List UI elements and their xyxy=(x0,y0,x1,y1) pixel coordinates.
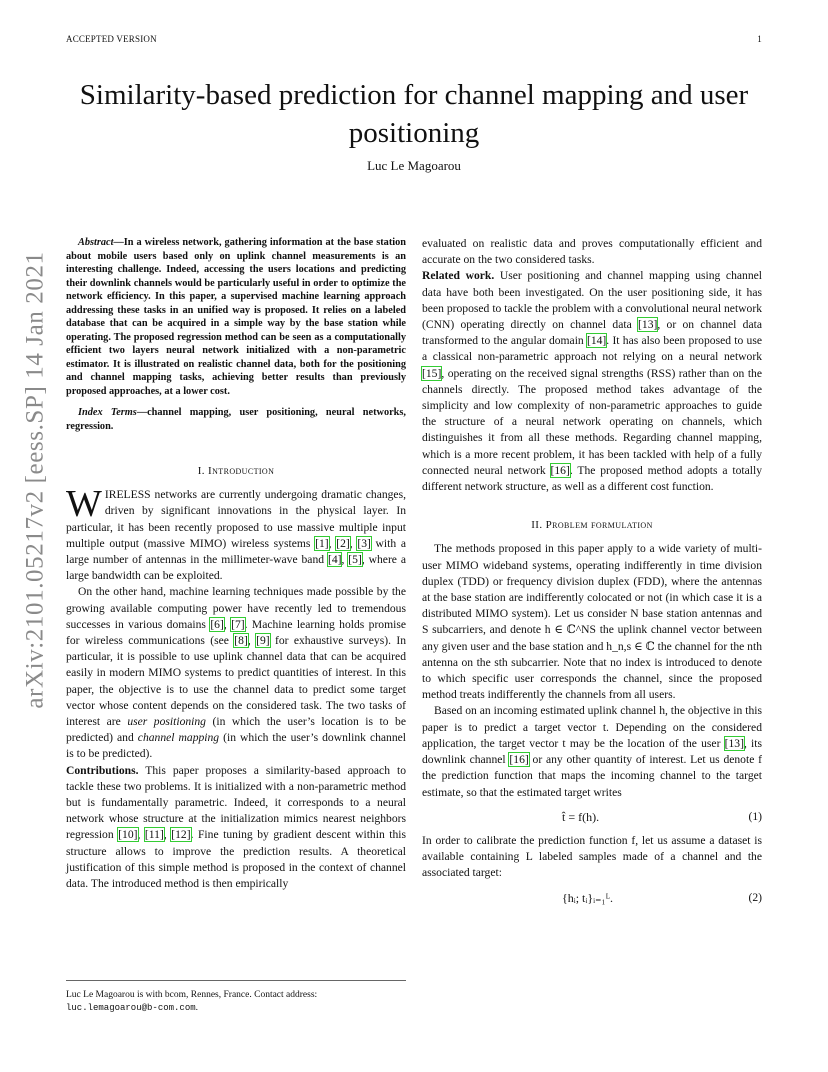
citation-link[interactable]: [10] xyxy=(118,828,138,842)
equation-1-number: (1) xyxy=(748,809,762,823)
index-terms-text: —channel mapping, user positioning, neural networks, regression. xyxy=(66,407,406,432)
problem-paragraph-1: The methods proposed in this paper apply to a wide variety of multi-user MIMO wideband systems, operating indifferently in time division duplex (TDD) or frequency division duplex (FDD), where the antennas at the base station are indifferently colocated or not (in which case it is a distributed MIMO system). Let us consider N base station antennas and S subcarriers, and denote h ∈ ℂ^NS the uplink channel vector between any given user and the base station and h_n,s ∈ ℂ the channel for the nth antenna on the sth subcarrier. Note that no index is introduced to denote to which specific user corresponds the channel, since the proposed method treats indifferently the channels from all users. xyxy=(422,542,762,702)
contributions-paragraph: Contributions. This paper proposes a similarity-based approach to tackle these two problems. It is initialized with a non-parametric method but is fundamentally parametric. Indeed, it corresponds to a neural network whose structure at the initialization mimics nearest neighbors regression [10], [11], [12]. Fine tuning by gradient descent within this structure allows to improve the prediction results. A theoretical justification of this simple method is proposed in the context of channel data. The introduced method is then empirically xyxy=(66,763,407,891)
citation-link[interactable]: [11] xyxy=(144,828,164,842)
related-work-paragraph: Related work. User positioning and channel mapping using channel data have both been investigated. On the user positioning side, it has been proposed to tackle the problem with a convolutional neural network (CNN) operating directly on channel data [13], or on channel data transformed to the angular domain [14]. It has also been proposed to use a classical non-parametric approach not relying on a neural network [15], operating on the received signal strengths (RSS) rather than on the channels directly. The proposed method takes advantage of the simplicity and low complexity of non-parametric approaches to guide the structure of a neural network operating on channels, which distinguishes it from all these methods. Regarding channel mapping, which is a more recent problem, it has been tackled with help of a fully connected neural network [16]. The proposed method adopts a totally different network structure, as well as a different cost function. xyxy=(422,269,762,494)
citation-link[interactable]: [6] xyxy=(210,617,224,631)
intro-paragraph-1: WIRELESS networks are currently undergoing dramatic changes, driven by significant innovations in the physical layer. In particular, it has been recently proposed to use massive multiple input multiple output (massive MIMO) wireless systems [1], [2], [3] with a large number of antennas in the millimeter-wave band [4], [5], where a large bandwidth can be exploited. xyxy=(66,483,407,583)
citation-link[interactable]: [7] xyxy=(231,617,245,631)
abstract-lead: Abstract xyxy=(78,237,114,248)
equation-2-body: {hᵢ; tᵢ}ᵢ₌₁ᴸ. xyxy=(562,890,614,905)
right-column xyxy=(422,236,762,914)
running-head-label: ACCEPTED VERSION xyxy=(66,34,157,44)
emphasis-channel-mapping: channel mapping xyxy=(137,731,220,745)
emphasis-user-positioning: user positioning xyxy=(127,715,206,729)
abstract xyxy=(66,236,406,398)
dropcap-letter: W xyxy=(66,483,102,526)
running-head xyxy=(66,34,762,44)
related-work-runin: Related work. xyxy=(422,269,495,283)
citation-link[interactable]: [13] xyxy=(638,318,658,332)
citation-link[interactable]: [16] xyxy=(509,753,529,767)
index-terms xyxy=(66,406,406,433)
arxiv-identifier: arXiv:2101.05217v2 [eess.SP] 14 Jan 2021 xyxy=(22,251,49,709)
paper-title: Similarity-based prediction for channel mapping and user positioning xyxy=(79,79,749,149)
index-terms-lead: Index Terms xyxy=(78,407,137,418)
citation-link[interactable]: [4] xyxy=(327,553,342,567)
citation-link[interactable]: [3] xyxy=(357,536,371,550)
section-heading-problem: II. Problem formulation xyxy=(531,519,653,532)
contact-email-link[interactable]: luc.lemagoarou@b-com.com xyxy=(66,1002,196,1013)
citation-link[interactable]: [12] xyxy=(171,828,191,842)
arxiv-stamp xyxy=(18,251,54,709)
citation-link[interactable]: [13] xyxy=(724,736,744,750)
problem-paragraph-3: In order to calibrate the prediction function f, let us assume a dataset is available containing L labeled samples made of a channel and the associated target: xyxy=(422,833,762,880)
citation-link[interactable]: [8] xyxy=(234,634,248,648)
citation-link[interactable]: [1] xyxy=(315,536,329,550)
page-number: 1 xyxy=(757,34,762,44)
footnote-text: Luc Le Magoarou is with bcom, Rennes, France. Contact address: xyxy=(66,990,318,1000)
section-heading-introduction: I. Introduction xyxy=(197,465,275,477)
equation-2-number: (2) xyxy=(748,890,762,904)
citation-link[interactable]: [2] xyxy=(336,536,350,550)
contributions-runin: Contributions. xyxy=(66,763,139,777)
footnote: Luc Le Magoarou is with bcom, Rennes, France. Contact address: luc.lemagoarou@b-com.com. xyxy=(66,980,406,1014)
equation-1 xyxy=(422,809,762,825)
paper-author: Luc Le Magoarou xyxy=(367,158,461,173)
citation-link[interactable]: [14] xyxy=(586,334,607,348)
equation-1-body: t̂ = f(h). xyxy=(562,809,600,824)
citation-link[interactable]: [15] xyxy=(422,366,442,380)
contributions-continued: evaluated on realistic data and proves computationally efficient and accurate on the two considered tasks. xyxy=(422,237,762,267)
citation-link[interactable]: [16] xyxy=(550,463,570,477)
left-column xyxy=(66,236,406,892)
intro-paragraph-2: On the other hand, machine learning techniques made possible by the growing available computing power have recently led to tremendous successes in various domains [6], [7]. Machine learning holds promise for wireless communications (see [8], [9] for exhaustive surveys). In particular, it is possible to use uplink channel data that can be acquired easily in modern MIMO systems to predict quantities of interest. In this paper, the objective is to use the channel data to predict some target vector whose content depends on the considered task. The two tasks of interest are user positioning (in which the user’s location is to be predicted) and channel mapping (in which the user’s downlink channel is to be predicted). xyxy=(66,585,407,761)
problem-paragraph-2: Based on an incoming estimated uplink channel h, the objective in this paper is to predict a target vector t. Depending on the considered application, the target vector t may be the location of the user [13], its downlink channel [16] or any other quantity of interest. Let us denote f the prediction function that maps the incoming channel to the target estimate, so that the estimated target writes xyxy=(422,704,762,799)
citation-link[interactable]: [5] xyxy=(348,553,362,567)
equation-2 xyxy=(422,890,762,906)
abstract-text: —In a wireless network, gathering information at the base station about mobile users based only on uplink channel measurements is an interesting challenge. Indeed, accessing the users locations and predicting their downlink channels would be particularly useful in order to optimize the network efficiency. In this paper, a supervised machine learning approach addressing these tasks in an unified way is proposed. It relies on a labeled database that can be acquired in a simple way by the base station while operating. The proposed regression method can be seen as a computationally efficient two layers neural network initialized with a non-parametric estimator. It is illustrated on realistic channel data, both for the positioning and channel mapping tasks, achieving better results than previously proposed approaches, at a lower cost. xyxy=(66,237,406,397)
citation-link[interactable]: [9] xyxy=(256,634,270,648)
